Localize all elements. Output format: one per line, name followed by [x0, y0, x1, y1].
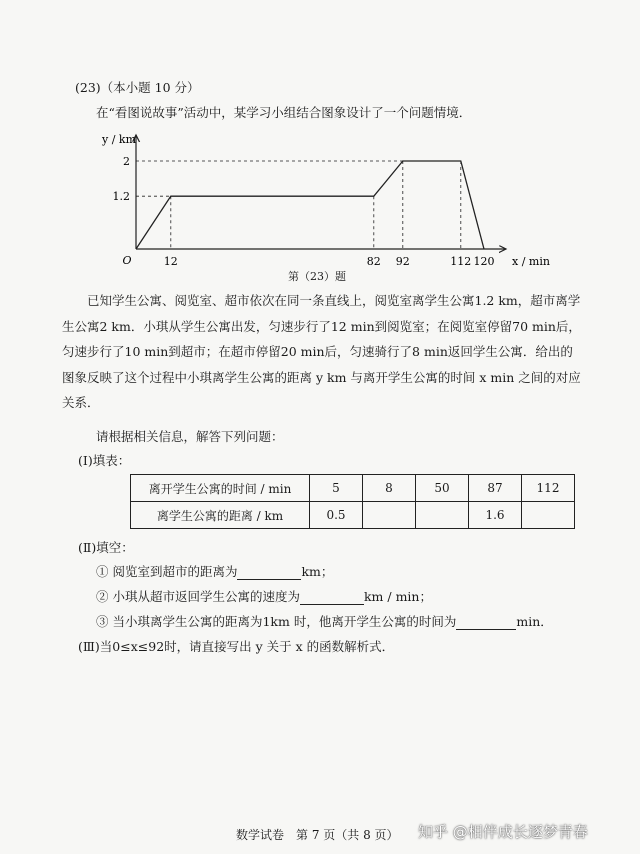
- origin-label: O: [122, 254, 132, 267]
- fill-in-table: [130, 474, 575, 529]
- problem-paragraph: 已知学生公寓、阅览室、超市依次在同一条直线上，阅览室离学生公寓1.2 km，超市离学生公寓2 km．小琪从学生公寓出发，匀速步行了12 min到阅览室；在阅览室停留70 min后，匀速步行了10 min到超市；在超市停留20 min后，匀速骑行了8 min返回学生公寓．给出的图象反映了这个过程中小琪离学生公寓的距离 y km 与离开学生公寓的时间 x min 之间的对应关系．: [62, 293, 581, 410]
- table-cell[interactable]: [416, 502, 469, 529]
- y-tick-label: 1.2: [112, 190, 130, 204]
- intro-text: 在“看图说故事”活动中，某学习小组结合图象设计了一个问题情境．: [96, 105, 472, 120]
- table-cell: 112: [522, 475, 575, 502]
- table-row-header: 离学生公寓的距离 / km: [131, 502, 310, 529]
- part1-label: (Ⅰ)填表：: [78, 453, 131, 468]
- answer-blank-2[interactable]: [300, 589, 364, 605]
- q3-suffix: min．: [516, 614, 553, 629]
- instruction: 请根据相关信息，解答下列问题：: [96, 429, 284, 444]
- distance-time-chart: [0, 0, 640, 300]
- question-2: [96, 587, 432, 605]
- question-1: [96, 562, 333, 580]
- page-footer: 数学试卷 第 7 页（共 8 页）: [236, 828, 399, 842]
- table-row: [131, 475, 575, 502]
- x-tick-label: 12: [163, 255, 178, 268]
- part3-question: (Ⅲ)当0≤x≤92时，请直接写出 y 关于 x 的函数解析式．: [78, 639, 395, 654]
- y-tick-label: 2: [123, 155, 130, 168]
- watermark: 知乎 @相伴成长逐梦青春: [418, 823, 588, 841]
- table-cell: 0.5: [310, 502, 363, 529]
- figure-caption: 第（23）题: [288, 270, 346, 283]
- table-cell[interactable]: [363, 502, 416, 529]
- distance-series-line: [136, 161, 484, 249]
- part2-label: (Ⅱ)填空：: [78, 540, 134, 555]
- x-tick-label: 120: [473, 255, 495, 268]
- table-cell: 87: [469, 475, 522, 502]
- table-cell: 1.6: [469, 502, 522, 529]
- x-tick-label: 92: [395, 255, 410, 268]
- q2-suffix: km / min；: [363, 589, 432, 604]
- table-row: [131, 502, 575, 529]
- table-cell[interactable]: [522, 502, 575, 529]
- q1-prefix: ① 阅览室到超市的距离为: [96, 564, 238, 579]
- q2-prefix: ② 小琪从超市返回学生公寓的速度为: [96, 589, 300, 604]
- question-number: (23)（本小题 10 分）: [75, 80, 200, 95]
- x-axis-label: x / min: [512, 255, 550, 268]
- x-tick-label: 82: [366, 255, 381, 268]
- answer-blank-3[interactable]: [456, 614, 516, 630]
- q3-prefix: ③ 当小琪离学生公寓的距离为1km 时，他离开学生公寓的时间为: [96, 614, 457, 629]
- table-row-header: 离开学生公寓的时间 / min: [131, 475, 310, 502]
- table-cell: 8: [363, 475, 416, 502]
- q1-suffix: km；: [301, 564, 334, 579]
- answer-blank-1[interactable]: [237, 564, 301, 580]
- question-3: [96, 612, 553, 630]
- table-cell: 5: [310, 475, 363, 502]
- table-cell: 50: [416, 475, 469, 502]
- y-axis-label: y / km: [102, 133, 137, 146]
- x-tick-label: 112: [450, 255, 472, 268]
